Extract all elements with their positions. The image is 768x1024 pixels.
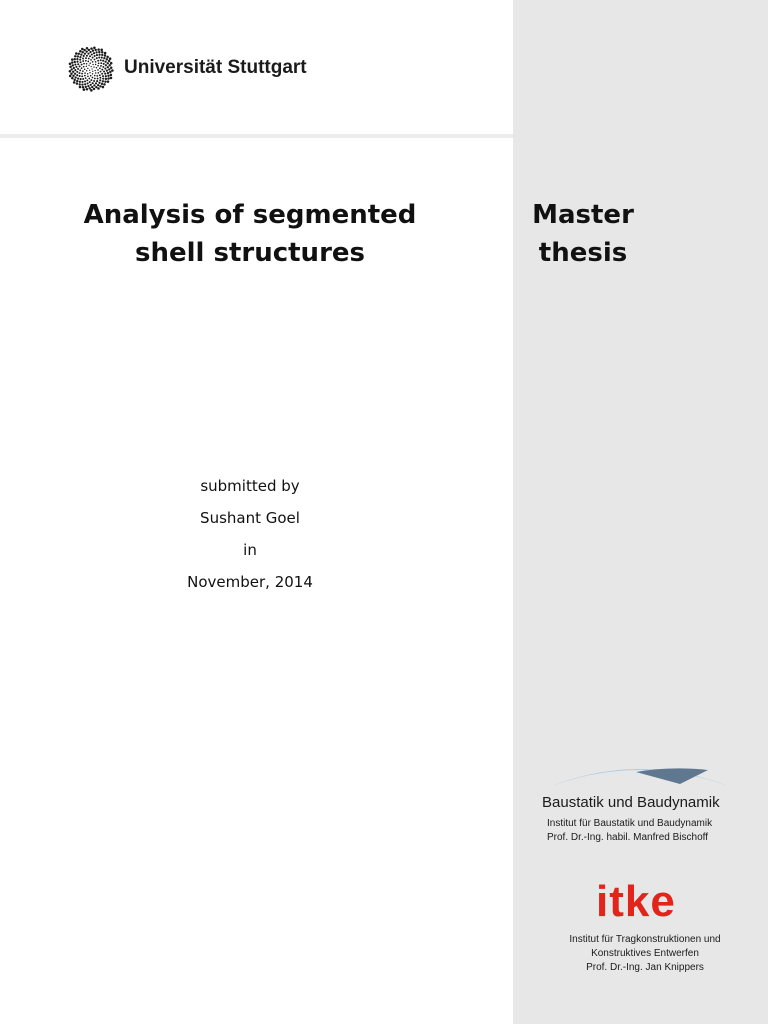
submitted-label: submitted by bbox=[200, 477, 300, 495]
submission-date: November, 2014 bbox=[187, 573, 313, 591]
itke-institute-line2: Konstruktives Entwerfen bbox=[591, 948, 699, 959]
itke-professor: Prof. Dr.-Ing. Jan Knippers bbox=[586, 962, 704, 973]
header-divider bbox=[0, 134, 513, 138]
itke-institute-line1: Institut für Tragkonstruktionen und bbox=[569, 934, 721, 945]
document-type-line1: Master bbox=[532, 200, 634, 230]
baudynamik-institute: Institut für Baustatik und Baudynamik bbox=[547, 818, 713, 829]
baudynamik-arc-logo-icon bbox=[540, 756, 740, 792]
document-type bbox=[513, 196, 653, 272]
itke-logo: itke bbox=[596, 877, 676, 926]
sidebar-panel bbox=[513, 0, 768, 1024]
in-label: in bbox=[243, 541, 257, 559]
baudynamik-professor: Prof. Dr.-Ing. habil. Manfred Bischoff bbox=[547, 832, 709, 843]
author-name: Sushant Goel bbox=[200, 509, 300, 527]
baudynamik-title: Baustatik und Baudynamik bbox=[542, 794, 720, 811]
university-logo-icon bbox=[68, 46, 114, 92]
thesis-title-line2: shell structures bbox=[134, 238, 365, 268]
thesis-title bbox=[40, 196, 460, 272]
thesis-title-line1: Analysis of segmented bbox=[83, 200, 417, 230]
university-name: Universität Stuttgart bbox=[124, 57, 307, 78]
document-type-line2: thesis bbox=[538, 238, 628, 268]
